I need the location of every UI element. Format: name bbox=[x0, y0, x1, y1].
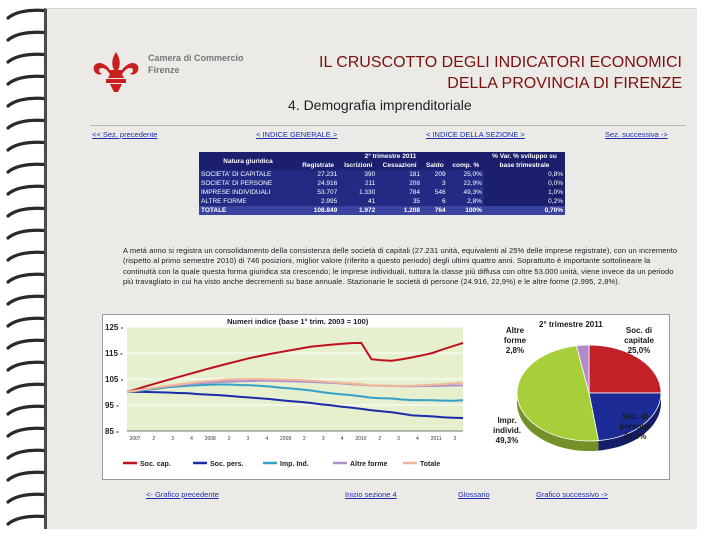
page-title-line2: DELLA PROVINCIA DI FIRENZE bbox=[447, 75, 682, 92]
pie-slice-label: 25,0% bbox=[627, 346, 651, 355]
cell: 209 bbox=[422, 170, 448, 179]
x-tick-label: 2009 bbox=[280, 436, 292, 442]
x-tick-label: 3 bbox=[171, 436, 175, 442]
chamber-name bbox=[148, 52, 244, 76]
x-tick-label: 2007 bbox=[129, 436, 141, 442]
cell: 1.330 bbox=[339, 188, 377, 197]
section-title: 4. Demografia imprenditoriale bbox=[288, 97, 472, 113]
y-tick-label: 95 - bbox=[105, 401, 119, 410]
cell: 1.208 bbox=[377, 206, 422, 215]
cell: 24.916 bbox=[297, 179, 339, 188]
general-index-link[interactable]: < INDICE GENERALE > bbox=[256, 130, 338, 139]
legend-label: Soc. pers. bbox=[210, 461, 244, 468]
cell: 784 bbox=[377, 188, 422, 197]
x-tick-label: 2010 bbox=[355, 436, 367, 442]
next-chart-link[interactable]: Grafico successivo -> bbox=[536, 490, 608, 499]
cell: 25,0% bbox=[448, 170, 484, 179]
pie-slice-label: Impr. bbox=[497, 416, 517, 425]
cell: 2.995 bbox=[297, 197, 339, 206]
commentary-paragraph: A metà anno si registra un consolidamento della consistenza delle società di capitali (27.231 unità, equivalenti al 25% delle imprese registrate), con un incremento (rispetto al primo semestre 2010) di 746 posizioni, miglior valore (riferito a questo periodo) degli ultimi quattro anni. Soprattutto è importante sottolineare la continuità con la quale questa forma giuridica sta crescendo; le imprese individuali, tuttora la classe più diffusa con oltre 53.000 unità, viene invece da un periodo più travagliato in cui ha visto anche decrementi su base annuale. Stazionarie le società di persone (24.916, 22,9%) e le altre forme (2.995, 2,8%). bbox=[123, 246, 678, 286]
y-tick-label: 105 - bbox=[105, 375, 124, 384]
cell: 208 bbox=[377, 179, 422, 188]
pie-slice-label: Soc. di bbox=[621, 412, 649, 421]
x-tick-label: 4 bbox=[340, 436, 344, 442]
title-divider bbox=[90, 125, 686, 126]
cell: 3 bbox=[422, 179, 448, 188]
period-header: 2° trimestre 2011 bbox=[297, 152, 484, 161]
chamber-name-line2: Firenze bbox=[148, 65, 180, 75]
row-label: SOCIETA' DI CAPITALE bbox=[199, 170, 297, 179]
cell: 6 bbox=[422, 197, 448, 206]
col-share-header: % Var. % sviluppo su bbox=[484, 152, 565, 161]
cell: 35 bbox=[377, 197, 422, 206]
cell: 27.231 bbox=[297, 170, 339, 179]
x-tick-label: 3 bbox=[321, 436, 325, 442]
row-label: IMPRESE INDIVIDUALI bbox=[199, 188, 297, 197]
cell: 0,0% bbox=[484, 179, 565, 188]
glossary-link[interactable]: Glossario bbox=[458, 490, 490, 499]
section-start-link[interactable]: Inizio sezione 4 bbox=[345, 490, 397, 499]
cell: 108.849 bbox=[297, 206, 339, 215]
cell: 0,70% bbox=[484, 206, 565, 215]
table-row bbox=[199, 170, 565, 179]
legal-form-table bbox=[199, 152, 565, 215]
page-title bbox=[250, 52, 682, 94]
row-label: ALTRE FORME bbox=[199, 197, 297, 206]
legend-label: Totale bbox=[420, 461, 441, 468]
cell: 390 bbox=[339, 170, 377, 179]
cell: 1.972 bbox=[339, 206, 377, 215]
cell: 41 bbox=[339, 197, 377, 206]
legend-label: Soc. cap. bbox=[140, 461, 171, 468]
cell: 181 bbox=[377, 170, 422, 179]
chamber-name-line1: Camera di Commercio bbox=[148, 53, 244, 63]
x-tick-label: 2 bbox=[152, 436, 156, 442]
x-tick-label: 2 bbox=[303, 436, 306, 442]
pie-slice-label: 49,3% bbox=[495, 436, 519, 445]
cell: 2,8% bbox=[448, 197, 484, 206]
table-row bbox=[199, 197, 565, 206]
chart-panel bbox=[102, 314, 670, 480]
cell: 1,0% bbox=[484, 188, 565, 197]
table-total-row bbox=[199, 206, 565, 215]
section-index-link[interactable]: < INDICE DELLA SEZIONE > bbox=[426, 130, 525, 139]
fleur-de-lis-logo-icon bbox=[88, 46, 144, 92]
x-tick-label: 3 bbox=[246, 436, 250, 442]
cell: 53.707 bbox=[297, 188, 339, 197]
table-header-row-1 bbox=[199, 152, 565, 161]
x-tick-label: 4 bbox=[415, 436, 419, 442]
cell: 764 bbox=[422, 206, 448, 215]
x-tick-label: 4 bbox=[265, 436, 269, 442]
table-row bbox=[199, 188, 565, 197]
x-tick-label: 2011 bbox=[430, 436, 442, 442]
page-title-line1: IL CRUSCOTTO DEGLI INDICATORI ECONOMICI bbox=[319, 54, 682, 71]
row-label: SOCIETA' DI PERSONE bbox=[199, 179, 297, 188]
pie-slice-label: capitale bbox=[624, 336, 654, 345]
col-header: Iscrizioni bbox=[339, 161, 377, 170]
line-chart-title: Numeri indice (base 1° trim. 2003 = 100) bbox=[227, 317, 369, 326]
x-tick-label: 4 bbox=[190, 436, 193, 442]
legend-label: Imp. Ind. bbox=[280, 461, 309, 468]
x-tick-label: 2 bbox=[453, 436, 457, 442]
cell: 0,8% bbox=[484, 170, 565, 179]
cell: 22,9% bbox=[448, 179, 484, 188]
pie-slice-label: individ. bbox=[493, 426, 521, 435]
pie-slice-label: Altre bbox=[505, 326, 525, 335]
x-tick-label: 2008 bbox=[204, 436, 216, 442]
pie-chart-title: 2° trimestre 2011 bbox=[539, 320, 603, 329]
y-tick-label: 115 - bbox=[105, 349, 123, 358]
col-header: comp. % bbox=[448, 161, 484, 170]
cell: 49,3% bbox=[448, 188, 484, 197]
pie-slice-label: Soc. di bbox=[625, 326, 653, 335]
col-header: Cessazioni bbox=[377, 161, 422, 170]
col-nature-header: Natura giuridica bbox=[199, 152, 297, 170]
pie-slice-label: persone bbox=[619, 422, 651, 431]
x-tick-label: 2 bbox=[227, 436, 231, 442]
prev-chart-link[interactable]: <- Grafico precedente bbox=[146, 490, 219, 499]
x-tick-label: 3 bbox=[397, 436, 400, 442]
y-tick-label: 125 - bbox=[105, 323, 124, 332]
table-row bbox=[199, 179, 565, 188]
x-tick-label: 2 bbox=[378, 436, 382, 442]
col-header: Registrate bbox=[297, 161, 339, 170]
legend-label: Altre forme bbox=[350, 461, 388, 468]
pie-slice-label: forme bbox=[503, 336, 527, 345]
col-header: Saldo bbox=[422, 161, 448, 170]
cell: 0,2% bbox=[484, 197, 565, 206]
pie-slice-label: 22,9% bbox=[623, 432, 647, 441]
cell: 100% bbox=[448, 206, 484, 215]
col-share-sub-header: base trimestrale bbox=[484, 161, 565, 170]
row-label: TOTALE bbox=[199, 206, 297, 215]
cell: 211 bbox=[339, 179, 377, 188]
next-section-link[interactable]: Sez. successiva -> bbox=[605, 130, 668, 139]
y-tick-label: 85 - bbox=[105, 427, 119, 436]
charts-svg bbox=[103, 315, 669, 479]
prev-section-link[interactable]: << Sez. precedente bbox=[92, 130, 158, 139]
cell: 546 bbox=[422, 188, 448, 197]
pie-slice-label: 2,8% bbox=[505, 346, 525, 355]
